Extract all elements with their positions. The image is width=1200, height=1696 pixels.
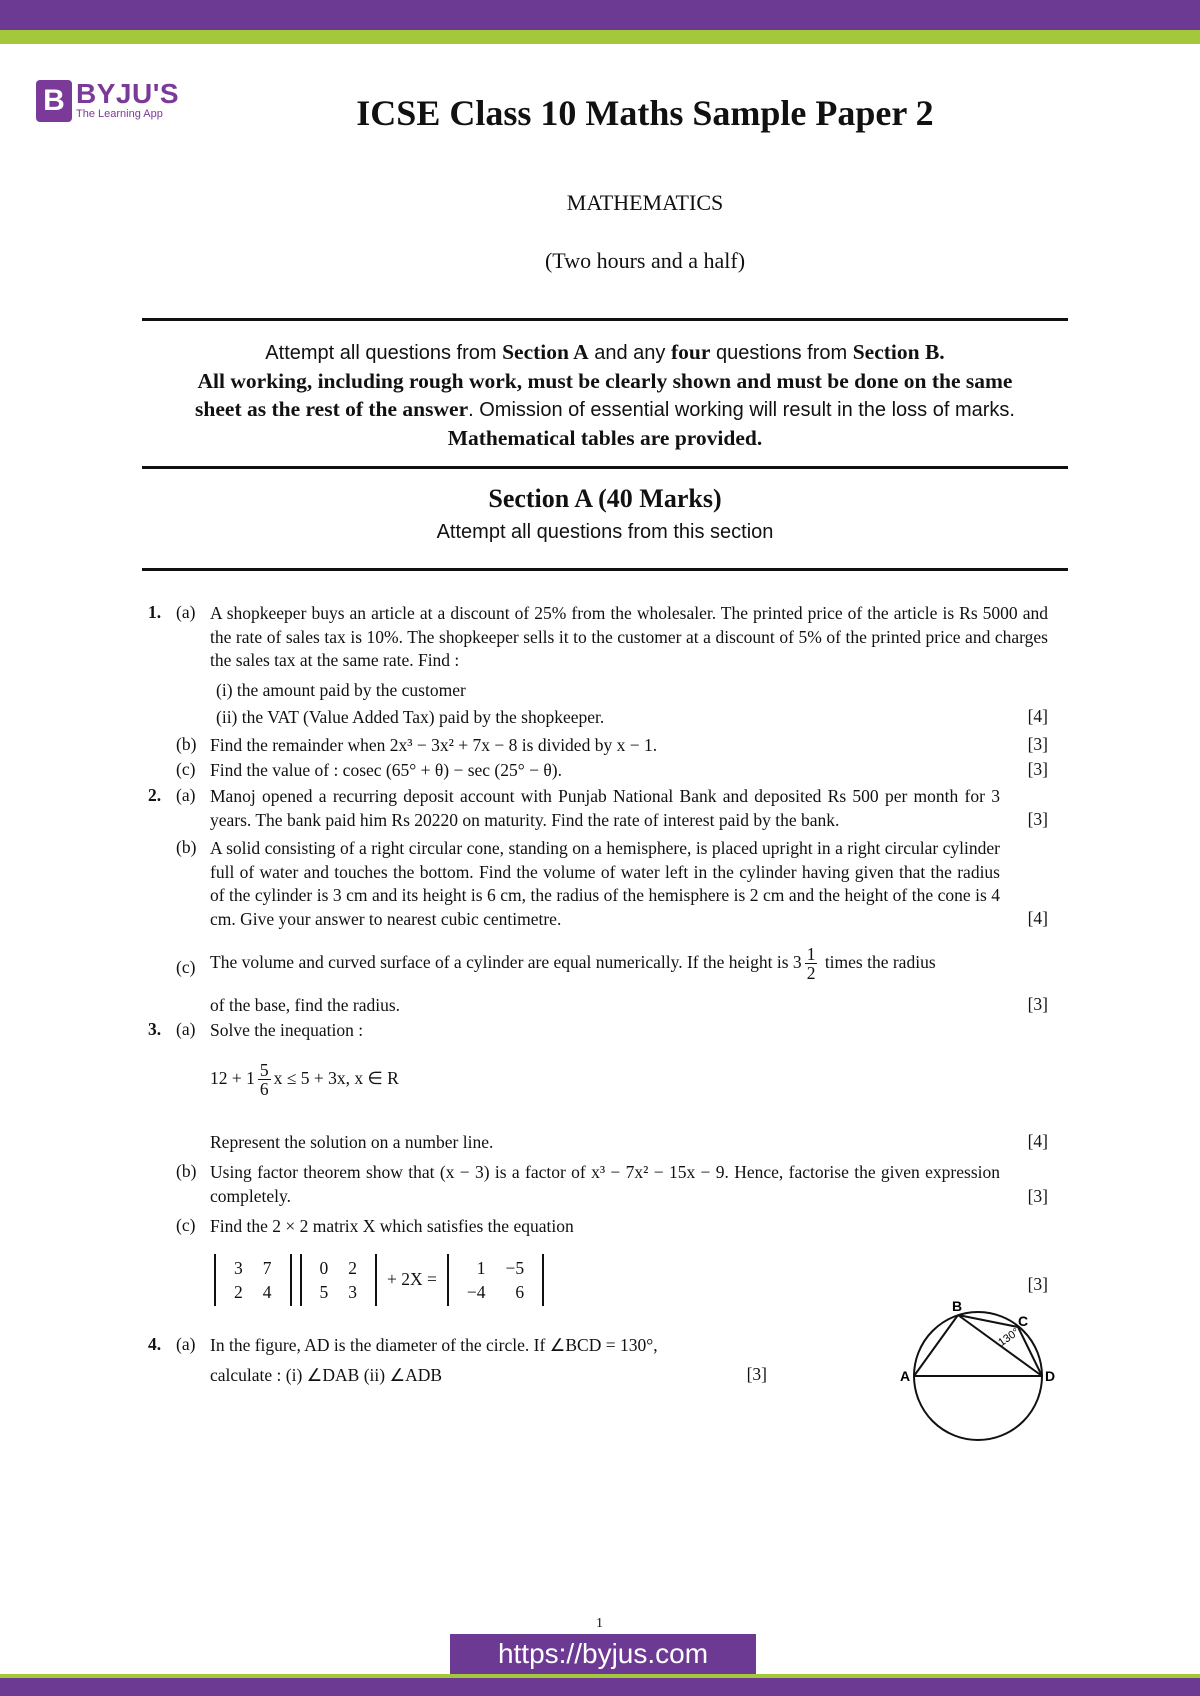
marks: [3] (1027, 734, 1048, 754)
inequation (210, 1058, 1048, 1098)
question-text: Represent the solution on a number line. (210, 1132, 494, 1152)
part-label: (a) (176, 1334, 196, 1354)
instr-text: Attempt all questions from (265, 342, 503, 364)
matrix-cell: 7 (262, 1258, 272, 1278)
question-text: of the base, find the radius. (210, 995, 401, 1015)
question-text: In the figure, AD is the diameter of the circle. If ∠BCD = 130°, (210, 1335, 658, 1355)
question-text: Solve the inequation : (210, 1020, 364, 1040)
matrix-cell: 3 (234, 1258, 243, 1278)
page-number: 1 (596, 1616, 603, 1631)
fraction-numerator: 1 (806, 944, 816, 965)
label-d: D (1045, 1368, 1056, 1384)
top-green-band (0, 30, 1200, 44)
section-subtitle: Attempt all questions from this section (436, 521, 774, 543)
instr-bold: Section A (502, 340, 589, 364)
matrix-c (447, 1254, 544, 1306)
marks: [3] (1027, 994, 1048, 1014)
question-subpart: (ii) the VAT (Value Added Tax) paid by the shopkeeper. (216, 707, 605, 727)
logo-tagline: The Learning App (76, 108, 163, 120)
marks: [3] (1027, 1186, 1048, 1206)
question-text: A solid consisting of a right circular cone, standing on a hemisphere, is placed upright in a right circular cylinder full of water and touches the bottom. Find the volume of water left in the cylinder having given that the radius of the cylinder is 3 cm and its height is 6 cm, the radius of the hemisphere is 2 cm and the height of the cone is 4 cm. Give your answer to nearest cubic centimetre. (210, 838, 1000, 929)
footer-url-link[interactable]: https://byjus.com (450, 1634, 756, 1674)
marks: [3] (1027, 1274, 1048, 1294)
matrix-cell: 6 (515, 1282, 525, 1302)
section-title: Section A (40 Marks) (488, 484, 722, 513)
matrix-a (214, 1254, 292, 1306)
matrix-operator: + 2X = (387, 1269, 437, 1290)
text-part: 12 + 1 (210, 1068, 255, 1088)
matrix-cell: −5 (505, 1258, 525, 1278)
text-part: The volume and curved surface of a cylinder are equal numerically. If the height is 3 (210, 952, 802, 972)
divider-section (142, 568, 1068, 571)
part-label: (b) (176, 837, 197, 857)
matrix-cell: 2 (348, 1258, 357, 1278)
part-label: (a) (176, 1019, 196, 1039)
text-part: times the radius (824, 952, 936, 972)
fraction-numerator: 5 (259, 1060, 269, 1081)
fraction (258, 1061, 271, 1098)
question-text: Find the value of : cosec (65° + θ) − sec (25° − θ). (210, 760, 562, 780)
question-number: 2. (148, 785, 162, 805)
text-part: x ≤ 5 + 3x, x ∈ R (273, 1068, 399, 1088)
label-c: C (1018, 1313, 1029, 1329)
question-text: Find the 2 × 2 matrix X which satisfies the equation (210, 1216, 574, 1236)
question-number: 3. (148, 1019, 162, 1039)
question-number: 4. (148, 1334, 162, 1354)
matrix-cell: 1 (476, 1258, 486, 1278)
matrix-cell: 3 (348, 1282, 357, 1302)
question-text: A shopkeeper buys an article at a discount of 25% from the wholesaler. The printed price of the article is Rs 5000 and the rate of sales tax is 10%. The shopkeeper sells it to the customer at a discount of 5% of the printed price and charges the sales tax at the same rate. Find : (210, 603, 1048, 670)
question-text: Using factor theorem show that (x − 3) is a factor of x³ − 7x² − 15x − 9. Hence, factorise the given expression completely. (210, 1162, 1000, 1206)
part-label: (c) (176, 1215, 196, 1235)
part-label: (a) (176, 602, 196, 622)
label-b: B (952, 1300, 963, 1314)
marks: [4] (1027, 908, 1048, 928)
marks: [3] (746, 1364, 767, 1384)
question-text: Manoj opened a recurring deposit account with Punjab National Bank and deposited Rs 500 per month for 3 years. The bank paid him Rs 20220 on maturity. Find the rate of interest paid by the bank. (210, 786, 1000, 830)
part-label: (c) (176, 957, 196, 977)
bottom-purple-band (0, 1678, 1200, 1696)
marks: [3] (1027, 809, 1048, 829)
fraction-denominator: 6 (259, 1079, 269, 1100)
matrix-cell: −4 (466, 1282, 486, 1302)
logo-name: BYJU'S (76, 78, 180, 109)
divider-top (142, 318, 1068, 321)
matrix-cell: 4 (262, 1282, 272, 1302)
matrix-cell: 5 (319, 1282, 329, 1302)
angle-label: 130° (996, 1326, 1022, 1349)
instr-bold: sheet as the rest of the answer (195, 397, 469, 421)
duration: (Two hours and a half) (544, 248, 746, 273)
top-purple-band (0, 0, 1200, 30)
circle-figure (900, 1300, 1060, 1445)
instr-text: questions from (710, 342, 853, 364)
instr-bold: four (670, 340, 711, 364)
part-label: (b) (176, 1161, 197, 1181)
question-text (210, 942, 1048, 982)
instr-bold: Mathematical tables are provided. (447, 426, 763, 450)
part-label: (a) (176, 785, 196, 805)
logo-icon: B (36, 80, 72, 122)
label-a: A (900, 1368, 911, 1384)
subject: MATHEMATICS (566, 190, 724, 215)
chord-ab (914, 1315, 958, 1376)
marks: [4] (1027, 1131, 1048, 1151)
question-text: calculate : (i) ∠DAB (ii) ∠ADB (210, 1365, 443, 1385)
marks: [4] (1027, 706, 1048, 726)
instr-bold: Section B. (852, 340, 945, 364)
fraction-denominator: 2 (806, 963, 816, 984)
question-subpart: (i) the amount paid by the customer (216, 680, 466, 700)
instr-bold: All working, including rough work, must be clearly shown and must be done on the same (197, 369, 1013, 393)
instr-text: and any (588, 342, 671, 364)
divider-mid (142, 466, 1068, 469)
part-label: (c) (176, 759, 196, 779)
matrix-cell: 0 (319, 1258, 329, 1278)
chord-cd (1018, 1327, 1042, 1376)
question-number: 1. (148, 602, 162, 622)
marks: [3] (1027, 759, 1048, 779)
question-text: Find the remainder when 2x³ − 3x² + 7x − 8 is divided by x − 1. (210, 735, 658, 755)
part-label: (b) (176, 734, 197, 754)
instructions (142, 338, 1068, 452)
page-title: ICSE Class 10 Maths Sample Paper 2 (356, 93, 934, 133)
fraction (805, 945, 818, 982)
matrix-b (300, 1254, 378, 1306)
matrix-equation (210, 1254, 1048, 1306)
instr-text: . Omission of essential working will result in the loss of marks. (468, 399, 1015, 421)
matrix-cell: 2 (234, 1282, 243, 1302)
